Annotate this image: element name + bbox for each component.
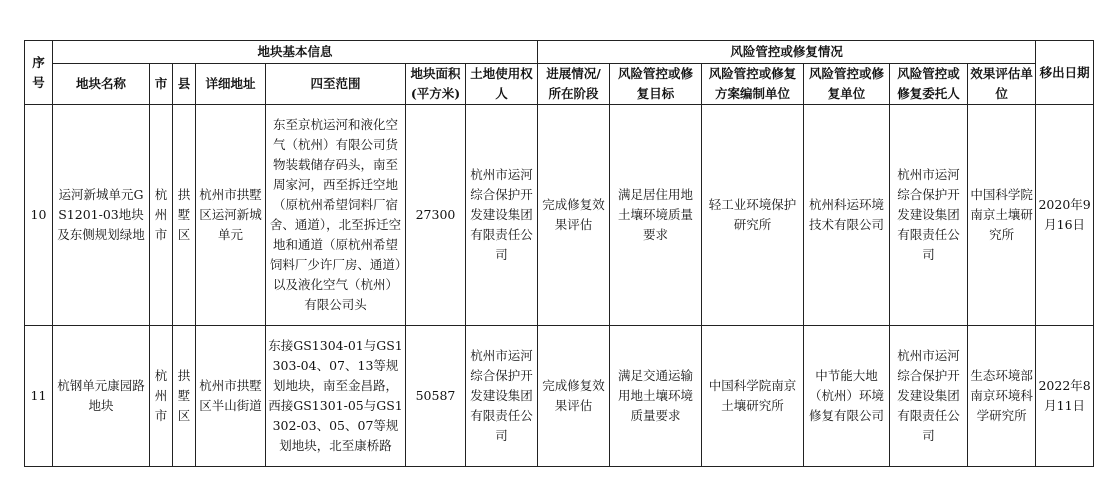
cell-county: 拱墅区 (173, 105, 196, 326)
table-row (25, 105, 1094, 326)
header-area: 地块面积(平方米) (406, 64, 466, 105)
cell-land-right: 杭州市运河综合保护开发建设集团有限责任公司 (466, 326, 538, 467)
header-eval-unit: 效果评估单位 (968, 64, 1036, 105)
cell-goal: 满足交通运输用地土壤环境质量要求 (610, 326, 702, 467)
header-land-right: 土地使用权人 (466, 64, 538, 105)
cell-plan-unit: 中国科学院南京土壤研究所 (702, 326, 804, 467)
cell-land-right: 杭州市运河综合保护开发建设集团有限责任公司 (466, 105, 538, 326)
cell-exit-date: 2020年9月16日 (1036, 105, 1094, 326)
cell-seq: 10 (25, 105, 53, 326)
site-info-table (24, 40, 1094, 467)
header-row-groups (25, 41, 1094, 64)
header-range: 四至范围 (266, 64, 406, 105)
cell-city: 杭州市 (150, 326, 173, 467)
cell-eval-unit: 中国科学院南京土壤研究所 (968, 105, 1036, 326)
cell-name: 运河新城单元GS1201-03地块及东侧规划绿地 (53, 105, 150, 326)
cell-plan-unit: 轻工业环境保护研究所 (702, 105, 804, 326)
cell-goal: 满足居住用地土壤环境质量要求 (610, 105, 702, 326)
header-risk-control: 风险管控或修复情况 (538, 41, 1036, 64)
header-seq: 序号 (25, 41, 53, 105)
table-row (25, 326, 1094, 467)
cell-range: 东接GS1304-01与GS1303-04、07、13等规划地块，南至金昌路，西接GS1301-05与GS1302-03、05、07等规划地块，北至康桥路 (266, 326, 406, 467)
cell-area: 50587 (406, 326, 466, 467)
header-exit-date: 移出日期 (1036, 41, 1094, 105)
cell-address: 杭州市拱墅区半山街道 (196, 326, 266, 467)
header-repair-unit: 风险管控或修复单位 (804, 64, 890, 105)
header-progress: 进展情况/所在阶段 (538, 64, 610, 105)
header-client: 风险管控或修复委托人 (890, 64, 968, 105)
cell-county: 拱墅区 (173, 326, 196, 467)
cell-seq: 11 (25, 326, 53, 467)
cell-client: 杭州市运河综合保护开发建设集团有限责任公司 (890, 105, 968, 326)
cell-range: 东至京杭运河和液化空气（杭州）有限公司货物装载储存码头，南至周家河，西至拆迁空地（原杭州希望饲料厂宿舍、通道），北至拆迁空地和通道（原杭州希望饲料厂少许厂房、通道）以及液化空气（杭州）有限公司头 (266, 105, 406, 326)
cell-eval-unit: 生态环境部南京环境科学研究所 (968, 326, 1036, 467)
cell-client: 杭州市运河综合保护开发建设集团有限责任公司 (890, 326, 968, 467)
header-address: 详细地址 (196, 64, 266, 105)
cell-repair-unit: 杭州科运环境技术有限公司 (804, 105, 890, 326)
cell-area: 27300 (406, 105, 466, 326)
cell-repair-unit: 中节能大地（杭州）环境修复有限公司 (804, 326, 890, 467)
header-county: 县 (173, 64, 196, 105)
header-name: 地块名称 (53, 64, 150, 105)
cell-progress: 完成修复效果评估 (538, 105, 610, 326)
cell-exit-date: 2022年8月11日 (1036, 326, 1094, 467)
cell-name: 杭钢单元康园路地块 (53, 326, 150, 467)
header-city: 市 (150, 64, 173, 105)
cell-city: 杭州市 (150, 105, 173, 326)
cell-address: 杭州市拱墅区运河新城单元 (196, 105, 266, 326)
header-goal: 风险管控或修复目标 (610, 64, 702, 105)
header-row-columns (25, 64, 1094, 105)
header-basic-info: 地块基本信息 (53, 41, 538, 64)
cell-progress: 完成修复效果评估 (538, 326, 610, 467)
header-plan-unit: 风险管控或修复方案编制单位 (702, 64, 804, 105)
